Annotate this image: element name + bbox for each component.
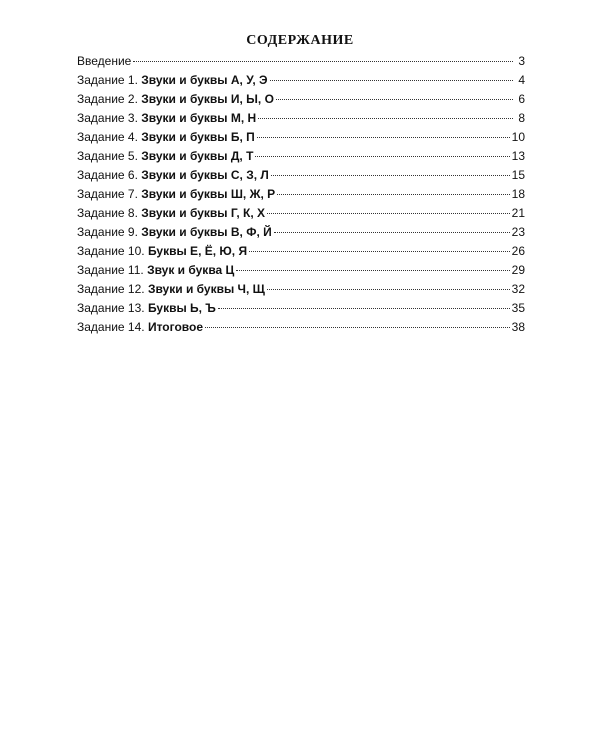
- toc-entry-title: Звуки и буквы Ч, Щ: [147, 282, 265, 296]
- toc-entry-label: [77, 185, 275, 204]
- toc-page-number: 13: [511, 149, 525, 163]
- toc-entry-title: Буквы Е, Ё, Ю, Я: [147, 244, 248, 258]
- toc-entry-label: [77, 109, 256, 128]
- toc-entry-label: [77, 71, 268, 90]
- toc-entry-label: [77, 52, 131, 71]
- toc-entry: [77, 128, 525, 147]
- toc-entry-title: Звуки и буквы Б, П: [141, 130, 255, 144]
- dot-leader: [218, 308, 510, 309]
- dot-leader: [133, 61, 513, 62]
- toc-page-number: 10: [511, 130, 525, 144]
- toc-entry-label: [77, 166, 269, 185]
- toc-entry: [77, 204, 525, 223]
- toc-entry: [77, 223, 525, 242]
- toc-page-number: 26: [511, 244, 525, 258]
- toc-entry-title: Звуки и буквы Д, Т: [141, 149, 254, 163]
- toc-page-number: 35: [511, 301, 525, 315]
- toc-entry-prefix: Задание 12.: [77, 282, 148, 296]
- toc-entry: [77, 299, 525, 318]
- toc-page-number: 18: [511, 187, 525, 201]
- toc-entry-label: [77, 90, 274, 109]
- toc-entry: [77, 185, 525, 204]
- toc-page-number: 15: [511, 168, 525, 182]
- toc-entry: [77, 280, 525, 299]
- toc-entry-prefix: Задание 8.: [77, 206, 142, 220]
- toc-entry-label: [77, 280, 265, 299]
- toc-entry-prefix: Задание 6.: [77, 168, 142, 182]
- toc-page-number: 38: [511, 320, 525, 334]
- toc-entry-prefix: Задание 9.: [77, 225, 142, 239]
- toc-entry-title: Звуки и буквы А, У, Э: [141, 73, 268, 87]
- dot-leader: [270, 80, 513, 81]
- toc-entry-prefix: Задание 14.: [77, 320, 148, 334]
- toc-entry-prefix: Введение: [77, 54, 132, 68]
- toc-entry-label: [77, 223, 272, 242]
- dot-leader: [249, 251, 510, 252]
- toc-entry-title: Звуки и буквы Ш, Ж, Р: [141, 187, 276, 201]
- toc-entry: [77, 242, 525, 261]
- toc-entry-prefix: Задание 13.: [77, 301, 148, 315]
- toc-page-number: 4: [518, 73, 525, 87]
- toc-entry-title: Звуки и буквы М, Н: [141, 111, 257, 125]
- toc-entry-label: [77, 128, 255, 147]
- dot-leader: [274, 232, 510, 233]
- toc-entry-prefix: Задание 2.: [77, 92, 142, 106]
- toc-entry: [77, 261, 525, 280]
- toc-page-number: 29: [511, 263, 525, 277]
- toc-entry-label: [77, 242, 247, 261]
- toc-entry: [77, 90, 525, 109]
- toc-entry-prefix: Задание 4.: [77, 130, 142, 144]
- toc-entry-title: Звуки и буквы С, З, Л: [141, 168, 269, 182]
- toc-entry: [77, 166, 525, 185]
- dot-leader: [276, 99, 513, 100]
- dot-leader: [255, 156, 509, 157]
- dot-leader: [277, 194, 510, 195]
- toc-entry-prefix: Задание 11.: [77, 263, 148, 277]
- toc-entry-prefix: Задание 5.: [77, 149, 142, 163]
- dot-leader: [267, 289, 510, 290]
- toc-entry-prefix: Задание 1.: [77, 73, 142, 87]
- toc-entry-label: [77, 318, 203, 337]
- toc-page-number: 3: [518, 54, 525, 68]
- toc-entry-label: [77, 147, 253, 166]
- toc-entry: [77, 147, 525, 166]
- dot-leader: [236, 270, 509, 271]
- toc-page-number: 23: [511, 225, 525, 239]
- dot-leader: [267, 213, 510, 214]
- toc-entry-title: Звук и буква Ц: [147, 263, 235, 277]
- page-title: СОДЕРЖАНИЕ: [246, 33, 354, 48]
- dot-leader: [271, 175, 510, 176]
- toc-entry-label: [77, 204, 265, 223]
- toc-page-number: 6: [518, 92, 525, 106]
- dot-leader: [205, 327, 510, 328]
- dot-leader: [257, 137, 510, 138]
- toc-entry-prefix: Задание 10.: [77, 244, 148, 258]
- table-of-contents: [77, 52, 525, 337]
- toc-entry-label: [77, 261, 234, 280]
- toc-entry: [77, 71, 525, 90]
- toc-entry-title: Буквы Ь, Ъ: [147, 301, 216, 315]
- toc-entry-title: Итоговое: [147, 320, 204, 334]
- toc-entry-prefix: Задание 7.: [77, 187, 142, 201]
- toc-entry-prefix: Задание 3.: [77, 111, 142, 125]
- toc-entry-label: [77, 299, 216, 318]
- toc-entry: [77, 52, 525, 71]
- toc-entry-title: Звуки и буквы И, Ы, О: [141, 92, 274, 106]
- toc-entry-title: Звуки и буквы В, Ф, Й: [141, 225, 272, 239]
- toc-entry-title: Звуки и буквы Г, К, Х: [141, 206, 265, 220]
- toc-page-number: 32: [511, 282, 525, 296]
- toc-entry: [77, 109, 525, 128]
- toc-page-number: 8: [518, 111, 525, 125]
- dot-leader: [258, 118, 513, 119]
- toc-page-number: 21: [511, 206, 525, 220]
- toc-entry: [77, 318, 525, 337]
